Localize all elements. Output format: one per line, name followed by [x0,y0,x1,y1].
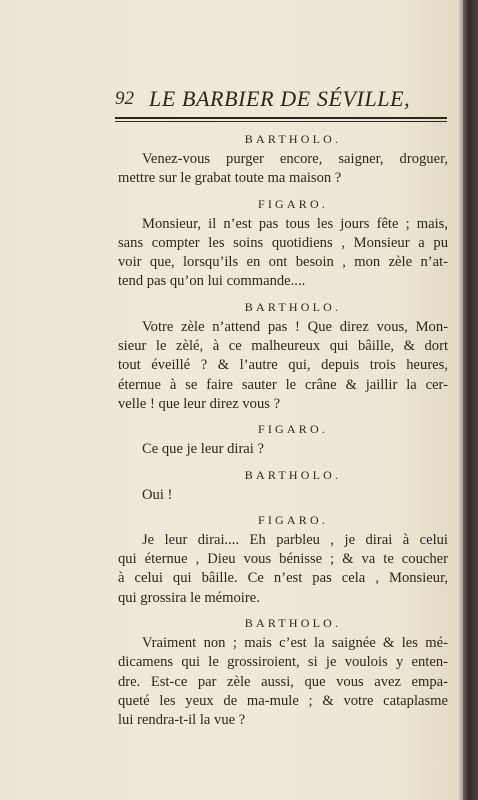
text-line: voir que, lorsqu’ils en ont besoin , mon zèle n’at- [118,254,448,271]
speaker-name: FIGARO. [257,512,329,527]
text-line: velle ! que leur direz vous ? [118,395,281,412]
text-line: mettre sur le grabat toute ma maison ? [118,170,342,187]
text-line: tout éveillé ? & l’autre qui, depuis trois heures, [118,357,448,374]
text-line: dicamens qui le grossiroient, si je voulois y enten- [118,654,448,671]
speaker-name: FIGARO. [257,422,329,437]
text-line: à celui qui bâille. Ce n’est pas cela , Monsieur, [118,570,448,587]
text-line: Oui ! [142,486,173,503]
page-number: 92 [115,88,134,109]
header-rule [115,117,447,122]
text-line: sans compter les soins quotidiens , Monsieur a pu [118,234,448,251]
text-line: qui grossira le mémoire. [118,589,260,606]
book-gutter [463,0,478,800]
speaker-name: BARTHOLO. [244,132,342,146]
page-header [115,86,447,116]
text-line: Monsieur, il n’est pas tous les jours fête ; mais, [142,215,448,232]
text-line: Je leur dirai.... Eh parbleu , je dirai à celui [142,531,448,548]
speaker-name: FIGARO. [257,196,329,211]
text-line: qui éternue , Dieu vous bénisse ; & va te coucher [118,551,448,568]
text-line: sieur le zèlé, à ce malheureux qui bâille, & dort [118,338,448,355]
text-line: dre. Est-ce par zèle aussi, que vous avez empa- [118,673,448,690]
text-line: Venez-vous purger encore, saigner, droguer, [142,151,448,167]
text-line: queté les yeux de ma-mule ; & votre cataplasme [118,692,448,709]
dialogue-text [118,128,448,731]
text-line: lui rendra-t-il la vue ? [118,712,246,729]
text-line: Votre zèle n’attend pas ! Que direz vous, Mon- [142,318,448,335]
speaker-name: BARTHOLO. [244,616,342,631]
speaker-name: BARTHOLO. [244,467,342,482]
text-line: tend pas qu’on lui commande.... [118,273,306,290]
text-line: éternue à se faire sauter le crâne & jaillir la cer- [118,376,448,393]
speaker-name: BARTHOLO. [244,299,342,314]
running-title: LE BARBIER DE SÉVILLE, [149,86,411,111]
text-line: Vraiment non ; mais c’est la saignée & les mé- [142,635,448,652]
text-line: Ce que je leur dirai ? [142,441,264,458]
